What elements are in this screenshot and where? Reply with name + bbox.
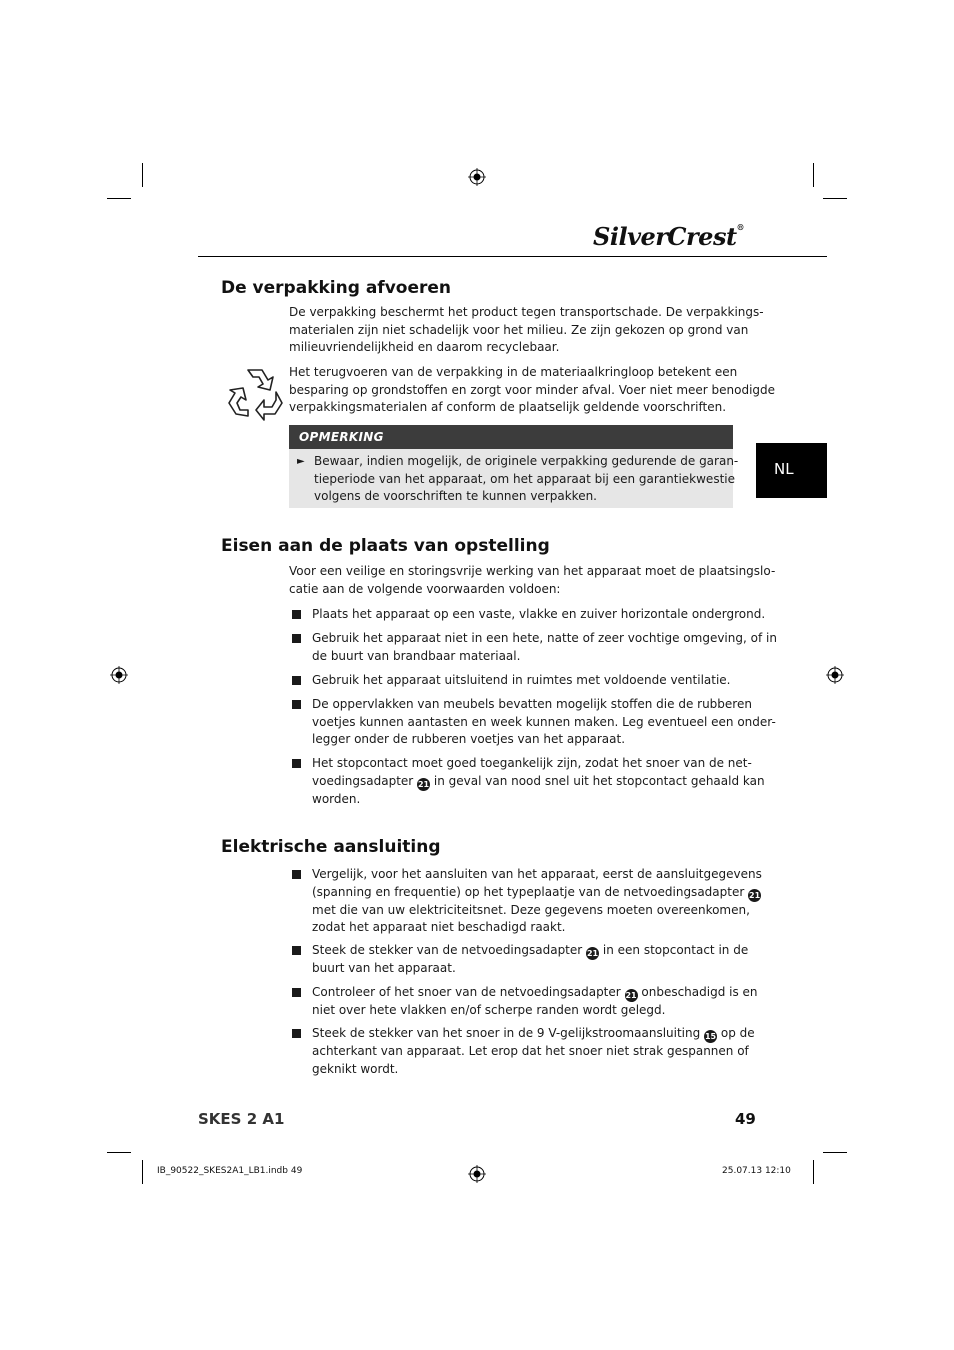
ref-number-dc-socket: 15	[704, 1032, 717, 1041]
registration-mark-icon	[468, 168, 486, 186]
header-rule	[198, 256, 827, 257]
square-bullet-icon	[292, 1029, 301, 1038]
print-slug-date: 25.07.13 12:10	[722, 1166, 791, 1176]
ref-number-adapter: 21	[586, 949, 599, 958]
note-title: OPMERKING	[299, 430, 384, 444]
crop-mark	[142, 163, 143, 187]
square-bullet-icon	[292, 759, 301, 768]
square-bullet-icon	[292, 700, 301, 709]
footer-model: SKES 2 A1	[198, 1110, 285, 1128]
crop-mark	[823, 1152, 847, 1153]
section-title-packaging: De verpakking afvoeren	[221, 278, 451, 298]
crop-mark	[107, 198, 131, 199]
crop-mark	[813, 163, 814, 187]
section-title-electrical: Elektrische aansluiting	[221, 837, 441, 857]
packaging-paragraph-1: De verpakking beschermt het product tegen transportschade. De verpakkings- materialen zijn niet schadelijk voor het milieu. Ze zijn gekozen op grond van milieuvriendelijkheid en daarom recyclebaar.	[289, 305, 764, 354]
note-text: Bewaar, indien mogelijk, de originele verpakking gedurende de garan- tieperiode van het apparaat, om het apparaat bij een garantiekwestie volgens de voorschriften te kunnen verpakken.	[314, 454, 739, 503]
crop-mark	[107, 1152, 131, 1153]
section-title-placement: Eisen aan de plaats van opstelling	[221, 536, 550, 556]
print-slug-file: IB_90522_SKES2A1_LB1.indb 49	[157, 1166, 303, 1176]
registration-mark-icon	[110, 666, 128, 684]
brand-logo: SilverCrest®	[593, 222, 745, 251]
crop-mark	[142, 1160, 143, 1184]
arrow-right-icon: ►	[297, 456, 305, 467]
square-bullet-icon	[292, 610, 301, 619]
registration-mark-icon	[826, 666, 844, 684]
crop-mark	[823, 198, 847, 199]
registration-mark-icon	[468, 1165, 486, 1183]
square-bullet-icon	[292, 988, 301, 997]
square-bullet-icon	[292, 676, 301, 685]
language-tab: NL	[756, 443, 827, 498]
page-number: 49	[735, 1110, 756, 1128]
ref-number-adapter: 21	[625, 991, 637, 1000]
ref-number-adapter: 21	[749, 890, 761, 900]
recycle-icon	[226, 366, 284, 422]
ref-number-adapter: 21	[417, 779, 430, 789]
crop-mark	[813, 1160, 814, 1184]
placement-intro: Voor een veilige en storingsvrije werking van het apparaat moet de plaatsingslo- catie aan de volgende voorwaarden voldoen:	[289, 564, 776, 596]
note-box	[289, 449, 739, 508]
note-header	[289, 425, 733, 449]
square-bullet-icon	[292, 634, 301, 643]
square-bullet-icon	[292, 946, 301, 955]
square-bullet-icon	[292, 870, 301, 879]
packaging-paragraph-2: Het terugvoeren van de verpakking in de materiaalkringloop betekent een besparing op grondstoffen en zorgt voor minder afval. Voer niet meer benodigde verpakkingsmaterialen af conform de plaatselijk geldende voorschriften.	[289, 365, 776, 414]
